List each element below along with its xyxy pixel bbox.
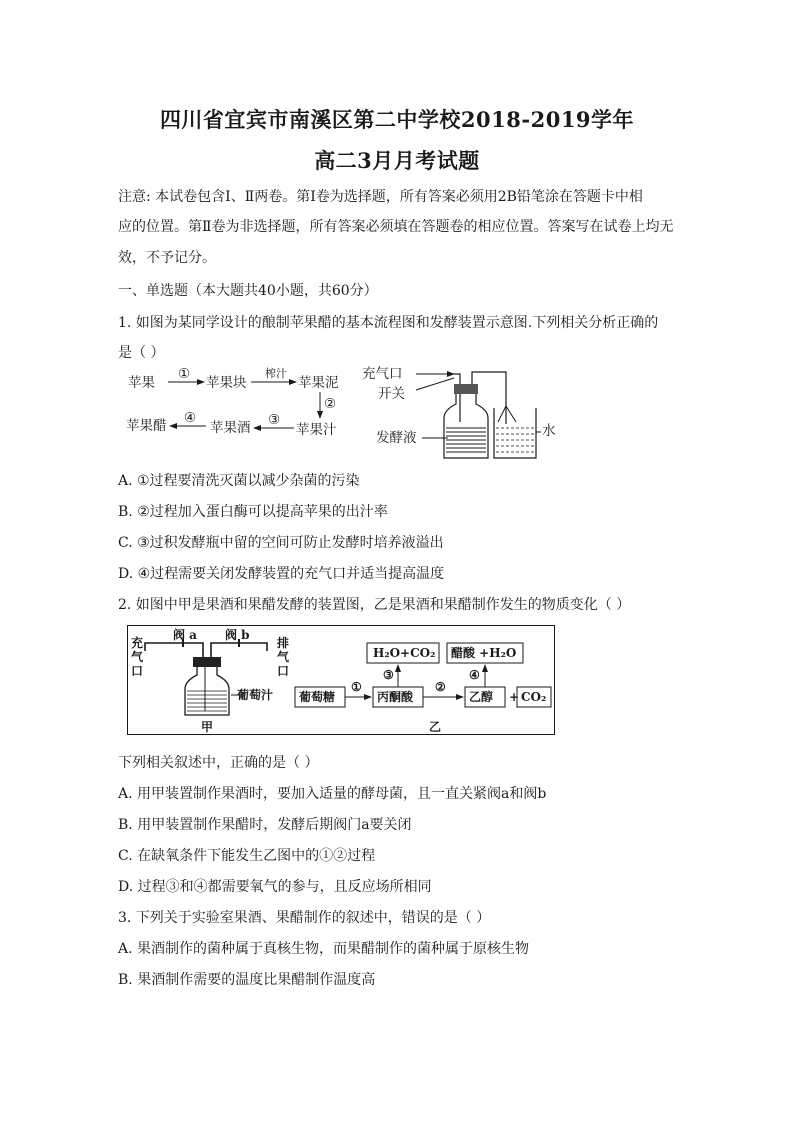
q2-option-a[interactable]: A. 用甲装置制作果酒时，要加入适量的酵母菌，且一直关紧阀a和阀b (118, 786, 547, 802)
q1-fermentation-device (360, 362, 560, 462)
notice-line-3: 效，不予记分。 (118, 250, 216, 266)
step-1: ① (351, 680, 362, 694)
q1-option-a[interactable]: A. ①过程要清洗灭菌以减少杂菌的污染 (118, 473, 360, 489)
device-liquid-label: 发酵液 (376, 430, 417, 446)
label-yi: 乙 (429, 720, 442, 734)
flow-pieces: 苹果块 (206, 375, 247, 391)
step-2: ② (435, 680, 446, 694)
q1-stem-line-1: 1. 如图为某同学设计的酿制苹果醋的基本流程图和发酵装置示意图.下列相关分析正确的 (118, 315, 659, 331)
q1-option-d[interactable]: D. ④过程需要关闭发酵装置的充气口并适当提高温度 (118, 566, 445, 582)
acetic-box: 醋酸 +H₂O (451, 646, 517, 660)
device-water-label: 水 (542, 423, 556, 439)
flow-vinegar: 苹果醋 (126, 418, 167, 434)
flow-step-1: ① (178, 366, 191, 382)
inlet-label-3: 口 (131, 664, 144, 678)
flow-apple: 苹果 (128, 375, 155, 391)
q1-option-c[interactable]: C. ③过积发酵瓶中留的空间可防止发酵时培养液溢出 (118, 535, 444, 551)
label-jia: 甲 (201, 720, 214, 734)
q1-flow-diagram (118, 362, 358, 442)
outlet-label-3: 口 (277, 664, 290, 678)
step-3: ③ (383, 668, 394, 682)
step-4: ④ (469, 668, 480, 682)
q2-option-d[interactable]: D. 过程③和④都需要氧气的参与，且反应场所相同 (118, 879, 432, 895)
plus-sign: + (509, 690, 520, 704)
section-heading: 一、单选题（本大题共40小题，共60分） (118, 283, 378, 299)
co2-box: CO₂ (521, 690, 547, 704)
q3-stem: 3. 下列关于实验室果酒、果醋制作的叙述中，错误的是（ ） (118, 910, 491, 926)
flow-step-4: ④ (184, 410, 197, 426)
valve-a-label: 阀 a (173, 628, 197, 642)
q2-stem: 2. 如图中甲是果酒和果醋发酵的装置图，乙是果酒和果醋制作发生的物质变化（ ） (118, 597, 631, 613)
title-line-1: 四川省宜宾市南溪区第二中学校2018-2019学年 (159, 107, 635, 132)
inlet-label-2: 气 (131, 650, 144, 664)
outlet-label-1: 排 (277, 636, 290, 650)
flow-step-3: ③ (268, 412, 281, 428)
q3-option-b[interactable]: B. 果酒制作需要的温度比果醋制作温度高 (118, 972, 376, 988)
valve-b-label: 阀 b (225, 628, 250, 642)
ethanol-box: 乙醇 (469, 690, 494, 704)
inlet-label-1: 充 (131, 636, 144, 650)
notice-line-2: 应的位置。第Ⅱ卷为非选择题，所有答案必须填在答题卷的相应位置。答案写在试卷上均无 (118, 219, 674, 235)
q2-figure (127, 625, 555, 735)
flow-juice: 苹果汁 (296, 422, 337, 438)
outlet-label-2: 气 (277, 650, 290, 664)
glucose-box: 葡萄糖 (299, 690, 336, 704)
q1-option-b[interactable]: B. ②过程加入蛋白酶可以提高苹果的出汁率 (118, 504, 388, 520)
notice-line-1: 注意: 本试卷包含Ⅰ、Ⅱ两卷。第Ⅰ卷为选择题，所有答案必须用2B铅笔涂在答题卡中相 (118, 189, 643, 205)
device-inlet-label: 充气口 (362, 366, 403, 382)
flow-wine: 苹果酒 (210, 420, 251, 436)
flow-press: 榨汁 (265, 367, 287, 380)
h2o-co2-box: H₂O+CO₂ (373, 646, 436, 660)
flow-step-2: ② (324, 396, 337, 412)
q3-option-a[interactable]: A. 果酒制作的菌种属于真核生物，而果醋制作的菌种属于原核生物 (118, 941, 530, 957)
q2-option-c[interactable]: C. 在缺氧条件下能发生乙图中的①②过程 (118, 848, 376, 864)
device-switch-label: 开关 (378, 386, 405, 402)
title-line-2: 高二3月月考试题 (314, 148, 480, 173)
q2-lead: 下列相关叙述中，正确的是（ ） (118, 755, 319, 771)
pyruvate-box: 丙酮酸 (377, 690, 414, 704)
q2-option-b[interactable]: B. 用甲装置制作果醋时，发酵后期阀门a要关闭 (118, 817, 412, 833)
grape-juice-label: 葡萄汁 (237, 688, 274, 702)
q1-stem-line-2: 是（ ） (118, 345, 165, 361)
flow-puree: 苹果泥 (298, 375, 339, 391)
